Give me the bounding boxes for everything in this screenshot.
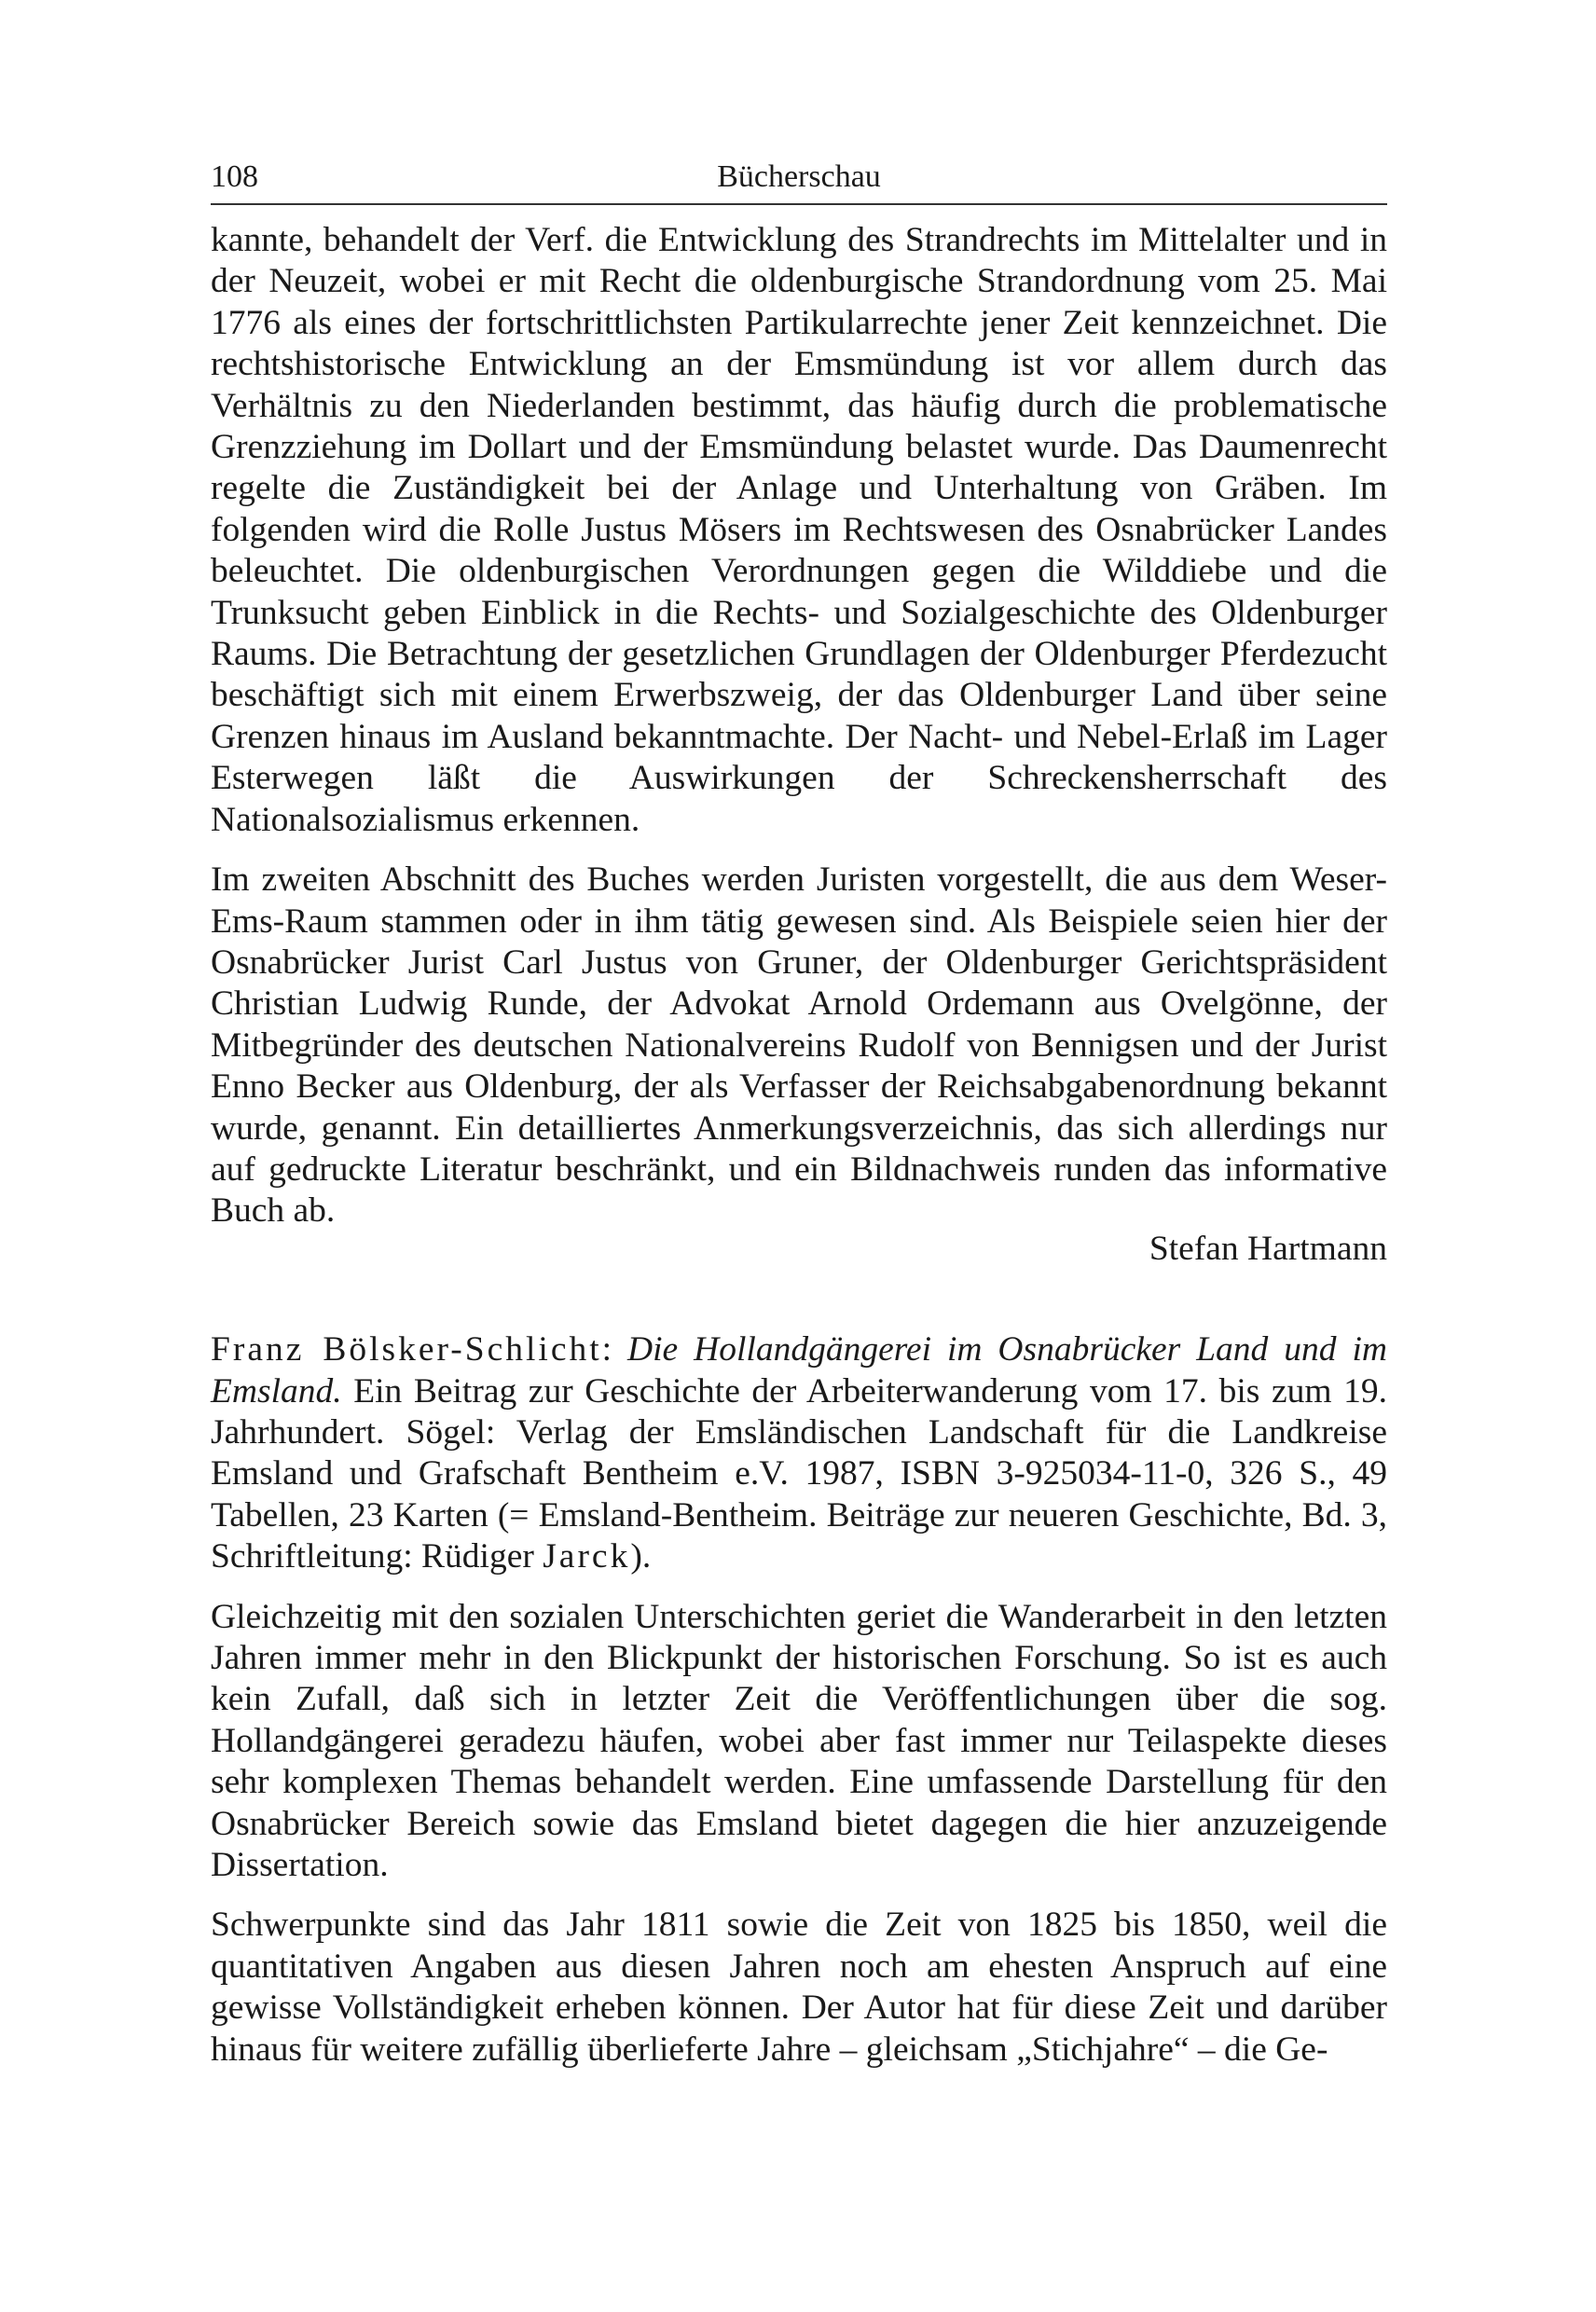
running-head: Bücherschau xyxy=(717,159,881,194)
page-header xyxy=(211,157,1387,205)
heading-closing: ). xyxy=(630,1537,652,1576)
reviewer-signature-row xyxy=(211,1229,1387,1270)
review-1-paragraph-1: kannte, behandelt der Verf. die Entwicklung des Strandrechts im Mittelalter und in der Neuzeit, wobei er mit Recht die oldenburgische Strandordnung vom 25. Mai 1776 als eines der fortschrittlichsten Partikularrechte jener Zeit kennzeichnet. Die rechtshistorische Entwicklung an der Emsmündung ist vor allem durch das Verhältnis zu den Niederlanden bestimmt, das häufig durch die problematische Grenzziehung im Dollart und der Emsmündung belastet wurde. Das Daumenrecht regelte die Zuständigkeit bei der Anlage und Unterhaltung von Gräben. Im folgenden wird die Rolle Justus Mösers im Rechtswesen des Osnabrücker Landes beleuchtet. Die oldenburgischen Verordnungen gegen die Wilddiebe und die Trunksucht geben Einblick in die Rechts- und Sozialgeschichte des Oldenburger Raums. Die Betrachtung der gesetzlichen Grundlagen der Oldenburger Pferdezucht beschäftigt sich mit einem Erwerbszweig, der das Oldenburger Land über seine Grenzen hinaus im Ausland bekanntmachte. Der Nacht- und Nebel-Erlaß im Lager Esterwegen läßt die Auswirkungen der Schreckensherrschaft des Nationalsozialismus erkennen. xyxy=(211,221,1387,839)
review-1-paragraph-2: Im zweiten Abschnitt des Buches werden Juristen vorgestellt, die aus dem Weser-Ems-Raum stammen oder in ihm tätig gewesen sind. Als Beispiele seien hier der Osnabrücker Jurist Carl Justus von Gruner, der Oldenburger Gerichtspräsident Christian Ludwig Runde, der Advokat Arnold Ordemann aus Ovelgönne, der Mitbegründer des deutschen Nationalvereins Rudolf von Bennigsen und der Jurist Enno Becker aus Oldenburg, der als Verfasser der Reichsabgabenordnung bekannt wurde, genannt. Ein detailliertes Anmerkungsverzeichnis, das sich allerdings nur auf gedruckte Literatur beschränkt, und ein Bildnachweis runden das informative Buch ab. xyxy=(211,860,1387,1231)
author-separator: : xyxy=(601,1330,628,1369)
series-editor: Jarck xyxy=(543,1537,631,1576)
page-body xyxy=(211,220,1387,2071)
review-2-paragraph-1: Gleichzeitig mit den sozialen Unterschichten geriet die Wanderarbeit in den letzten Jahren immer mehr in den Blickpunkt der historischen Forschung. So ist es auch kein Zufall, daß sich in letzter Zeit die Veröffentlichungen über die sog. Hollandgängerei geradezu häufen, wobei aber fast immer nur Teilaspekte dieses sehr komplexen Themas behandelt werden. Eine umfassende Darstellung für den Osnabrücker Bereich sowie das Emsland bietet dagegen die hier anzuzeigende Dissertation. xyxy=(211,1597,1387,1885)
document-page xyxy=(211,157,1387,2071)
page-number: 108 xyxy=(211,159,258,194)
book-title: Die Hollandgängerei im Osnabrücker Land und im Emsland. xyxy=(211,1330,1387,1411)
review-2-paragraph-2: Schwerpunkte sind das Jahr 1811 sowie die Zeit von 1825 bis 1850, weil die quantitativen Angaben aus diesen Jahren noch am ehesten Anspruch auf eine gewisse Vollständigkeit erheben können. Der Autor hat für diese Zeit und darüber hinaus für weitere zufällig überlieferte Jahre – gleichsam „Stichjahre“ – die Ge- xyxy=(211,1906,1387,2069)
review-2-bibliographic-heading xyxy=(211,1329,1387,1577)
book-author: Franz Bölsker-Schlicht xyxy=(211,1330,602,1369)
reviewer-name: Stefan Hartmann xyxy=(1149,1229,1387,1268)
book-bibliography: Ein Beitrag zur Geschichte der Arbeiterwanderung vom 17. bis zum 19. Jahrhundert. Sögel: Verlag der Emsländischen Landschaft für die Landkreise Emsland und Grafschaft Bentheim e.V. 1987, ISBN 3-925034-11-0, 326 S., 49 Tabellen, 23 Karten (= Emsland-Bentheim. Beiträge zur neueren Geschichte, Bd. 3, Schriftleitung: Rüdiger xyxy=(211,1371,1387,1576)
